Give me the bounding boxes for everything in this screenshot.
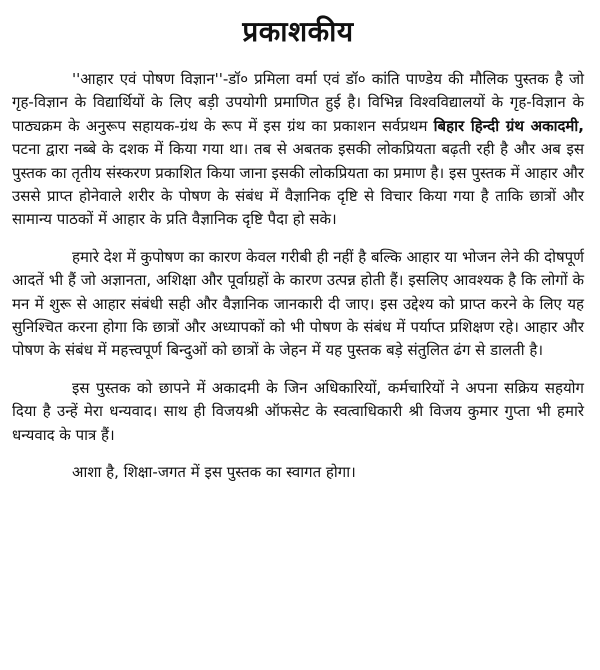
publisher-name-bold: बिहार हिन्दी ग्रंथ अकादमी,: [433, 116, 584, 135]
paragraph-intro-text-start: ''आहार एवं पोषण विज्ञान''-डॉ० प्रमिला वर्मा एवं डॉ० कांति पाण्डेय की मौलिक पुस्तक है जो गृह-विज्ञान के विद्यार्थियों के लिए बड़ी उपयोगी प्रमाणित हुई है। विभिन्न विश्वविद्यालयों के गृह-विज्ञान के पाठ्यक्रम के अनुरूप सहायक-ग्रंथ के रूप में इस ग्रंथ का प्रकाशन सर्वप्रथम: [12, 70, 584, 135]
page-title: प्रकाशकीय: [242, 15, 354, 48]
paragraph-acknowledgement: इस पुस्तक को छापने में अकादमी के जिन अधिकारियों, कर्मचारियों ने अपना सक्रिय सहयोग दिया है उन्हें मेरा धन्यवाद। साथ ही विजयश्री ऑफसेट के स्वत्वाधिकारी श्री विजय कुमार गुप्ता भी हमारे धन्यवाद के पात्र हैं।: [12, 378, 584, 444]
paragraph-malnutrition: हमारे देश में कुपोषण का कारण केवल गरीबी ही नहीं है बल्कि आहार या भोजन लेने की दोषपूर्ण आदतें भी हैं जो अज्ञानता, अशिक्षा और पूर्वाग्रहों के कारण उत्पन्न होती हैं। इसलिए आवश्यक है कि लोगों के मन में शुरू से आहार संबंधी सही और वैज्ञानिक जानकारी दी जाए। इस उद्देश्य को प्राप्त करने के लिए यह सुनिश्चित करना होगा कि छात्रों और अध्यापकों को भी पोषण के संबंध में पर्याप्त प्रशिक्षण रहे। आहार और पोषण के संबंध में महत्त्वपूर्ण बिन्दुओं को छात्रों के जेहन में यह पुस्तक बड़े संतुलित ढंग से डालती है।: [12, 247, 584, 360]
paragraph-intro-text-end: पटना द्वारा नब्बे के दशक में किया गया था। तब से अबतक इसकी लोकप्रियता बढ़ती रही है और अब इस पुस्तक का तृतीय संस्करण प्रकाशित किया जाना इसकी लोकप्रियता का प्रमाण है। इस पुस्तक में आहार और उससे प्राप्त होनेवाले शरीर के पोषण के संबंध में वैज्ञानिक दृष्टि से विचार किया गया है ताकि छात्रों और सामान्य पाठकों में आहार के प्रति वैज्ञानिक दृष्टि पैदा हो सके।: [12, 140, 584, 229]
paragraph-closing: आशा है, शिक्षा-जगत में इस पुस्तक का स्वागत होगा।: [72, 463, 356, 482]
paragraph-intro: [12, 68, 584, 232]
